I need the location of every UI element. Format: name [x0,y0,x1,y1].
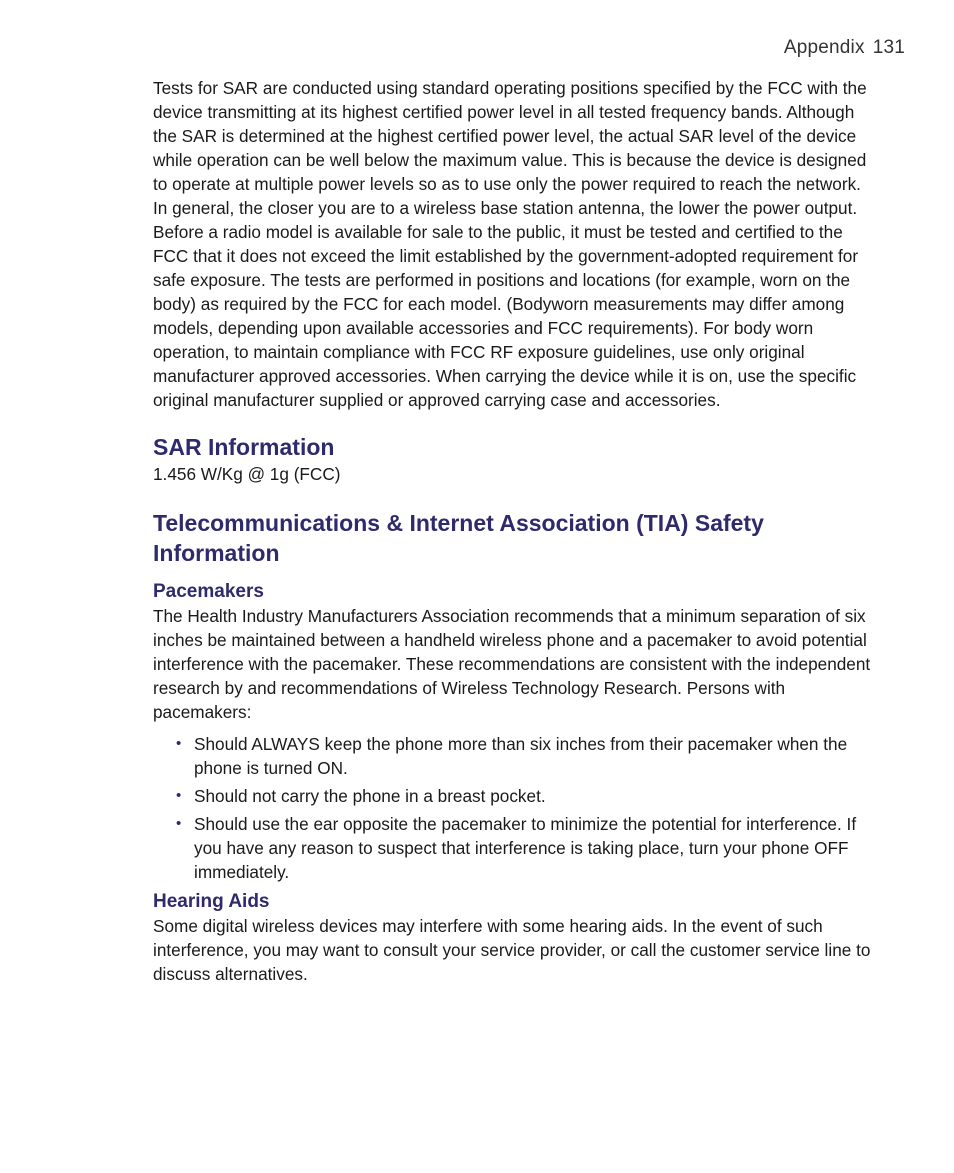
tia-safety-heading: Telecommunications & Internet Association (TIA) Safety Information [153,510,764,566]
hearing-aids-paragraph: Some digital wireless devices may interfere with some hearing aids. In the event of such interference, you may want to consult your service provider, or call the customer service line to discuss alternatives. [153,916,871,984]
sar-value: 1.456 W/Kg @ 1g (FCC) [153,464,341,484]
list-item [153,732,877,780]
sar-information-heading: SAR Information [153,434,335,460]
bullet-text: Should use the ear opposite the pacemaker to minimize the potential for interference. If you have any reason to suspect that interference is taking place, turn your phone OFF immediately. [194,814,857,882]
running-header [784,37,905,59]
page-number: 131 [872,37,905,58]
bullet-text: Should not carry the phone in a breast pocket. [194,786,546,806]
header-section-label: Appendix [783,37,865,58]
bullet-text: Should ALWAYS keep the phone more than six inches from their pacemaker when the phone is turned ON. [194,734,848,778]
list-item [153,812,877,884]
hearing-aids-heading: Hearing Aids [153,891,270,912]
page-content [153,76,877,986]
pacemakers-heading: Pacemakers [153,581,264,602]
pacemakers-bullet-list [153,732,877,884]
pacemakers-paragraph: The Health Industry Manufacturers Association recommends that a minimum separation of six inches be maintained between a handheld wireless phone and a pacemaker to avoid potential interference with the pacemaker. These recommendations are consistent with the independent research by and recommendations of Wireless Technology Research. Persons with pacemakers: [153,606,871,722]
bullet-icon: • [176,787,182,804]
bullet-icon: • [176,815,182,832]
list-item [153,784,877,808]
bullet-icon: • [176,735,182,752]
sar-testing-paragraph: Tests for SAR are conducted using standard operating positions specified by the FCC with the device transmitting at its highest certified power level in all tested frequency bands. Although the SAR is determined at the highest certified power level, the actual SAR level of the device while operation can be well below the maximum value. This is because the device is designed to operate at multiple power levels so as to use only the power required to reach the network. In general, the closer you are to a wireless base station antenna, the lower the power output. Before a radio model is available for sale to the public, it must be tested and certified to the FCC that it does not exceed the limit established by the government-adopted requirement for safe exposure. The tests are performed in positions and locations (for example, worn on the body) as required by the FCC for each model. (Bodyworn measurements may differ among models, depending upon available accessories and FCC requirements). For body worn operation, to maintain compliance with FCC RF exposure guidelines, use only original manufacturer approved accessories. When carrying the device while it is on, use the specific original manufacturer supplied or approved carrying case and accessories. [153,78,867,410]
